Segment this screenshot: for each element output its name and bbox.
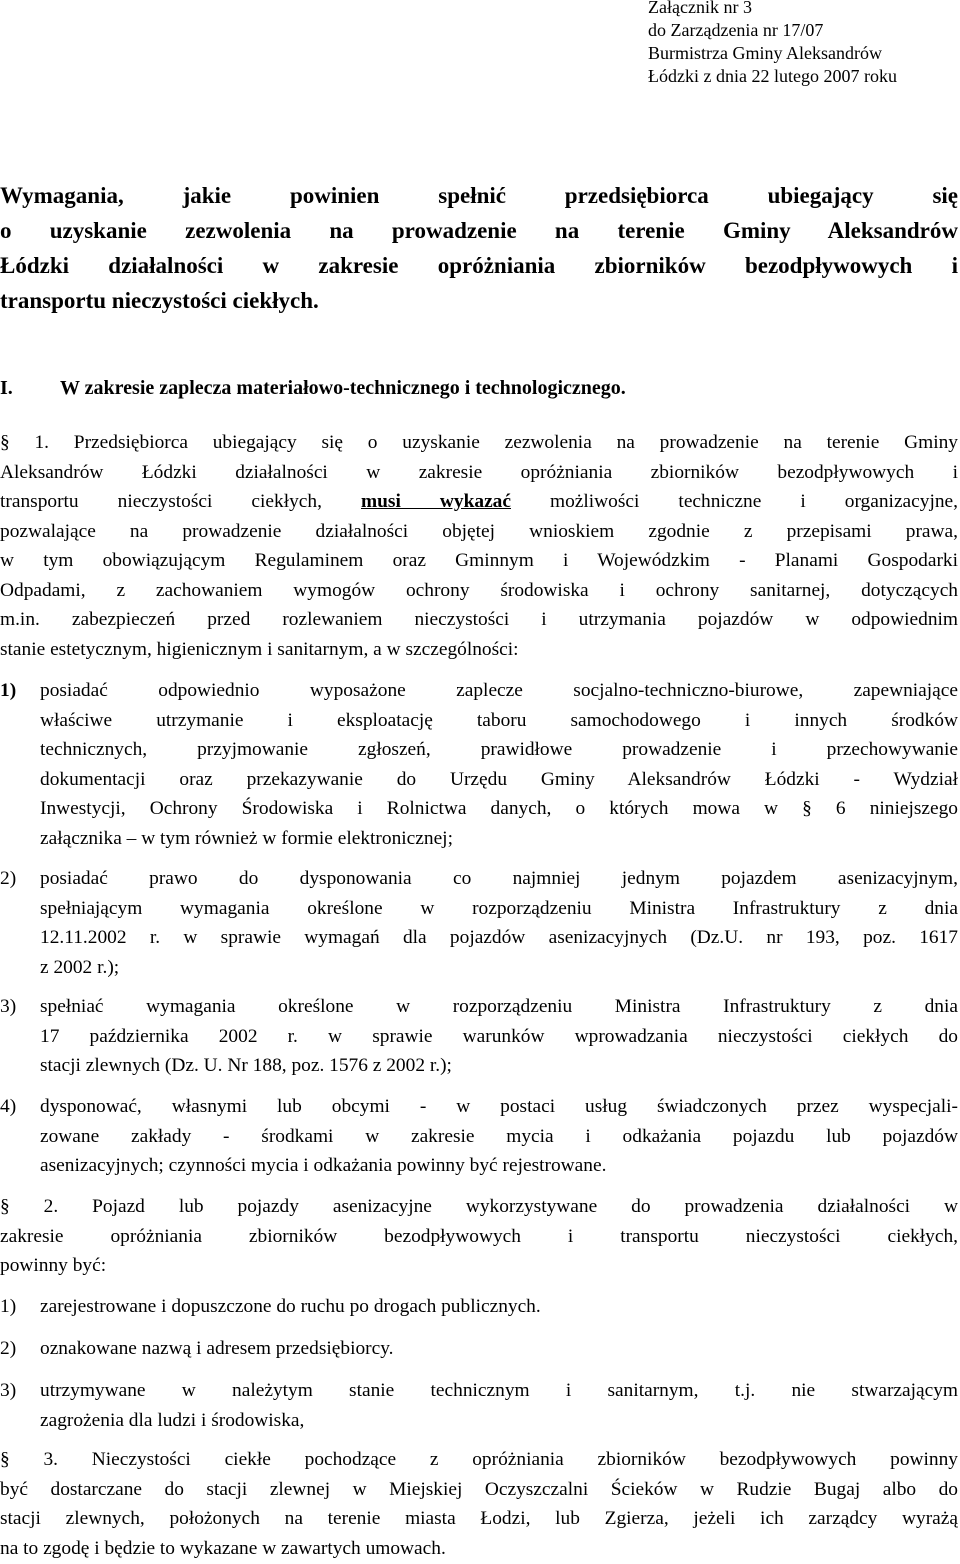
paragraph-line: stacji zlewnych, położonych na terenie miasta Łodzi, lub Zgierza, jeżeli ich zarządcy wyrażą [0,1508,958,1529]
paragraph-2 [0,1192,958,1281]
item-line: właściwe utrzymanie i eksploatację taboru samochodowego i innych środków [40,709,958,731]
item-line: Inwestycji, Ochrony Środowiska i Rolnictwa danych, o których mowa w § 6 niniejszego [40,798,958,819]
section-title: W zakresie zaplecza materiałowo-technicznego i technologicznego. [60,377,626,399]
document-title [0,178,958,318]
paragraph-1 [0,428,958,664]
emphasis-text: musi wykazać [361,491,511,512]
title-line: Łódzki działalności w zakresie opróżniania zbiorników bezodpływowych i [0,253,958,278]
list-item [0,864,958,982]
item-line: utrzymywane w należytym stanie technicznym i sanitarnym, t.j. nie stwarzającym [40,1380,958,1401]
list-marker: 2) [0,1338,17,1359]
item-line: zagrożenia dla ludzi i środowiska, [40,1409,305,1431]
item-line: posiadać odpowiednio wyposażone zaplecze socjalno-techniczno-biurowe, zapewniające [40,680,958,701]
paragraph-text: transportu nieczystości ciekłych, [0,491,322,512]
header-line: Łódzki z dnia 22 lutego 2007 roku [648,66,897,86]
paragraph-line: zakresie opróżniania zbiorników bezodpływowych i transportu nieczystości ciekłych, [0,1225,958,1247]
item-line: technicznych, przyjmowanie zgłoszeń, prawidłowe prowadzenie i przechowywanie [40,739,958,760]
item-line: dysponować, własnymi lub obcymi - w postaci usług świadczonych przez wyspecjali- [40,1096,958,1117]
list-marker: 3) [0,996,17,1017]
paragraph-line [0,487,958,517]
list-item [0,1334,958,1364]
paragraph-line: Aleksandrów Łódzki działalności w zakresie opróżniania zbiorników bezodpływowych i [0,461,958,483]
list-item [0,1092,958,1181]
paragraph-text: możliwości techniczne i organizacyjne, [550,491,958,512]
title-line: Wymagania, jakie powinien spełnić przedsiębiorca ubiegający się [0,183,958,208]
paragraph-line: m.in. zabezpieczeń przed rozlewaniem nieczystości i utrzymania pojazdów w odpowiednim [0,609,958,630]
list-par2-item-3 [0,1376,958,1435]
list-par2-item-1 [0,1292,958,1322]
paragraph-line: stanie estetycznym, higienicznym i sanitarnym, a w szczególności: [0,638,519,660]
item-line: spełniającym wymagania określone w rozporządzeniu Ministra Infrastruktury z dnia [40,897,958,919]
list-par1-item-2 [0,864,958,982]
list-par1-item-3 [0,992,958,1081]
item-line: stacji zlewnych (Dz. U. Nr 188, poz. 1576 z 2002 r.); [40,1055,452,1076]
section-heading [0,374,626,402]
paragraph-line: § 1. Przedsiębiorca ubiegający się o uzyskanie zezwolenia na prowadzenie na terenie Gminy [0,432,958,453]
item-line: 17 października 2002 r. w sprawie warunków wprowadzania nieczystości ciekłych do [40,1025,958,1047]
item-line: z 2002 r.); [40,956,120,978]
item-line: zarejestrowane i dopuszczone do ruchu po drogach publicznych. [40,1296,541,1317]
paragraph-line: § 3. Nieczystości ciekłe pochodzące z opróżniania zbiorników bezodpływowych powinny [0,1449,958,1470]
header-line: do Zarządzenia nr 17/07 [648,20,824,40]
paragraph-line: Odpadami, z zachowaniem wymogów ochrony środowiska i ochrony sanitarnej, dotyczących [0,579,958,601]
section-number: I. [0,377,13,399]
paragraph-line: być dostarczane do stacji zlewnej w Miejskiej Oczyszczalni Ścieków w Rudzie Bugaj albo do [0,1478,958,1500]
list-marker: 1) [0,1296,17,1317]
paragraph-line: w tym obowiązującym Regulaminem oraz Gminnym i Wojewódzkim - Planami Gospodarki [0,550,958,571]
list-marker: 4) [0,1096,17,1117]
item-line: dokumentacji oraz przekazywanie do Urzędu Gminy Aleksandrów Łódzki - Wydział [40,768,958,790]
paragraph-3 [0,1445,958,1563]
paragraph-line: powinny być: [0,1255,107,1276]
paragraph-line: pozwalające na prowadzenie działalności objętej wnioskiem zgodnie z przepisami prawa, [0,520,958,542]
list-item [0,676,958,853]
list-par1-item-1 [0,676,958,853]
list-par2-item-2 [0,1334,958,1364]
attachment-header [648,0,960,88]
item-line: zowane zakłady - środkami w zakresie mycia i odkażania pojazdu lub pojazdów [40,1125,958,1147]
paragraph-line: § 2. Pojazd lub pojazdy asenizacyjne wykorzystywane do prowadzenia działalności w [0,1196,958,1217]
list-item [0,1292,958,1322]
title-line: transportu nieczystości ciekłych. [0,288,319,313]
item-line: posiadać prawo do dysponowania co najmniej jednym pojazdem asenizacyjnym, [40,868,958,889]
list-par1-item-4 [0,1092,958,1181]
list-item [0,992,958,1081]
list-marker: 1) [0,680,17,701]
item-line: 12.11.2002 r. w sprawie wymagań dla pojazdów asenizacyjnych (Dz.U. nr 193, poz. 1617 [40,927,958,948]
list-item [0,1376,958,1435]
paragraph-line: na to zgodę i będzie to wykazane w zawartych umowach. [0,1537,446,1559]
list-marker: 3) [0,1380,17,1401]
item-line: asenizacyjnych; czynności mycia i odkażania powinny być rejestrowane. [40,1155,607,1176]
header-line: Burmistrza Gminy Aleksandrów [648,43,882,63]
list-marker: 2) [0,868,17,889]
title-line: o uzyskanie zezwolenia na prowadzenie na terenie Gminy Aleksandrów [0,218,958,243]
header-line: Załącznik nr 3 [648,0,752,17]
item-line: załącznika – w tym również w formie elektronicznej; [40,827,453,849]
item-line: spełniać wymagania określone w rozporządzeniu Ministra Infrastruktury z dnia [40,996,958,1017]
item-line: oznakowane nazwą i adresem przedsiębiorcy. [40,1338,394,1359]
